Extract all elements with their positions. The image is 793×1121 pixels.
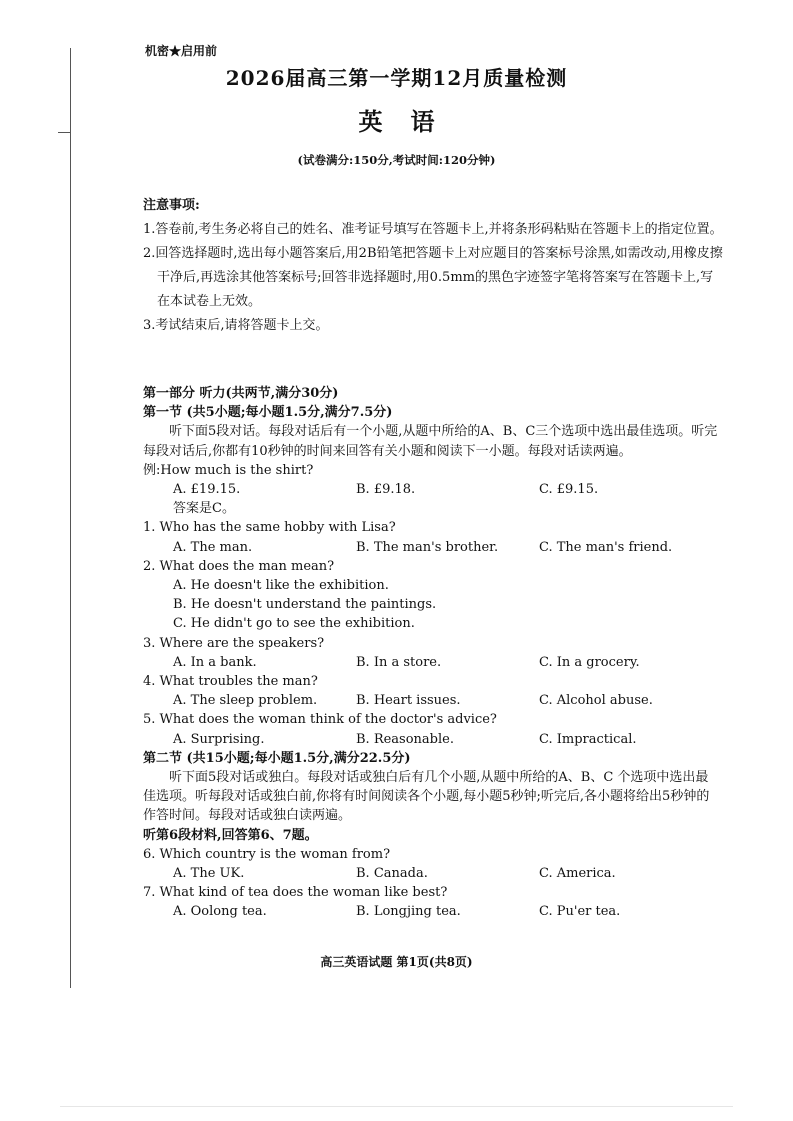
- notice-title: 注意事项:: [143, 198, 200, 213]
- option: B. £9.18.: [356, 482, 416, 498]
- question-6-options: [143, 864, 718, 883]
- section1-instruction: 听下面5段对话。每段对话后有一个小题,从题中所给的A、B、C三个选项中选出最佳选项。听完每段对话后,你都有10秒钟的时间来回答有关小题和阅读下一小题。每段对话读两遍。: [143, 424, 718, 459]
- option: C. Pu'er tea.: [539, 904, 621, 920]
- option: A. The UK.: [173, 866, 245, 882]
- page-title: 2026届高三第一学期12月质量检测: [225, 66, 568, 90]
- option: A. £19.15.: [173, 482, 241, 498]
- option: C. He didn't go to see the exhibition.: [173, 616, 415, 632]
- binding-line: [70, 48, 71, 988]
- question-7-options: [143, 902, 718, 921]
- question-3: 3. Where are the speakers?: [143, 635, 325, 651]
- exam-info: (试卷满分:150分,考试时间:120分钟): [297, 153, 496, 167]
- notice-list: [143, 218, 723, 338]
- section1-title: 第一节 (共5小题;每小题1.5分,满分7.5分): [143, 405, 393, 421]
- example-question: 例:How much is the shirt?: [143, 462, 314, 478]
- example-answer: 答案是C。: [173, 501, 235, 517]
- question-7: 7. What kind of tea does the woman like best?: [143, 885, 448, 901]
- option: A. The man.: [173, 539, 253, 555]
- question-5-options: [143, 730, 718, 749]
- option: A. He doesn't like the exhibition.: [173, 578, 389, 594]
- confidential-label: 机密★启用前: [145, 44, 218, 58]
- notice-item: 1.答卷前,考生务必将自己的姓名、准考证号填写在答题卡上,并将条形码粘贴在答题卡上的指定位置。: [143, 222, 723, 237]
- listening-part: [143, 384, 718, 922]
- option: C. The man's friend.: [539, 539, 673, 555]
- example-options: [143, 480, 718, 499]
- question-1: 1. Who has the same hobby with Lisa?: [143, 520, 396, 536]
- material-note: 听第6段材料,回答第6、7题。: [143, 827, 318, 843]
- option: B. Reasonable.: [356, 731, 454, 747]
- option: B. He doesn't understand the paintings.: [173, 597, 437, 613]
- option: B. Canada.: [356, 866, 428, 882]
- subject-title: 英语: [358, 107, 463, 136]
- option: A. Oolong tea.: [173, 904, 267, 920]
- question-4: 4. What troubles the man?: [143, 674, 318, 690]
- question-6: 6. Which country is the woman from?: [143, 846, 391, 862]
- option: C. £9.15.: [539, 482, 599, 498]
- question-4-options: [143, 691, 718, 710]
- option: C. America.: [539, 866, 616, 882]
- question-2: 2. What does the man mean?: [143, 558, 335, 574]
- question-3-options: [143, 653, 718, 672]
- option: B. Longjing tea.: [356, 904, 461, 920]
- option: A. The sleep problem.: [173, 693, 318, 709]
- notice-item: 2.回答选择题时,选出每小题答案后,用2B铅笔把答题卡上对应题目的答案标号涂黑,如需改动,用橡皮擦干净后,再选涂其他答案标号;回答非选择题时,用0.5mm的黑色字迹签字笔将答案写在答题卡上,写在本试卷上无效。: [143, 246, 723, 309]
- question-5: 5. What does the woman think of the doctor's advice?: [143, 712, 497, 728]
- option: A. In a bank.: [173, 654, 257, 670]
- question-1-options: [143, 538, 718, 557]
- part-title: 第一部分 听力(共两节,满分30分): [143, 386, 339, 401]
- notice-item: 3.考试结束后,请将答题卡上交。: [143, 318, 329, 333]
- option: A. Surprising.: [173, 731, 265, 747]
- page-footer: 高三英语试题 第1页(共8页): [320, 955, 473, 969]
- option: C. Impractical.: [539, 731, 637, 747]
- option: C. Alcohol abuse.: [539, 693, 653, 709]
- section2-instruction: 听下面5段对话或独白。每段对话或独白后有几个小题,从题中所给的A、B、C 个选项中选出最佳选项。听每段对话或独白前,你将有时间阅读各个小题,每小题5秒钟;听完后,各小题将给出5秒钟的作答时间。每段对话或独白读两遍。: [143, 770, 710, 824]
- option: B. In a store.: [356, 654, 442, 670]
- section2-title: 第二节 (共15小题;每小题1.5分,满分22.5分): [143, 750, 411, 766]
- option: C. In a grocery.: [539, 654, 640, 670]
- option: B. Heart issues.: [356, 693, 461, 709]
- option: B. The man's brother.: [356, 539, 499, 555]
- bottom-rule: [60, 1106, 733, 1107]
